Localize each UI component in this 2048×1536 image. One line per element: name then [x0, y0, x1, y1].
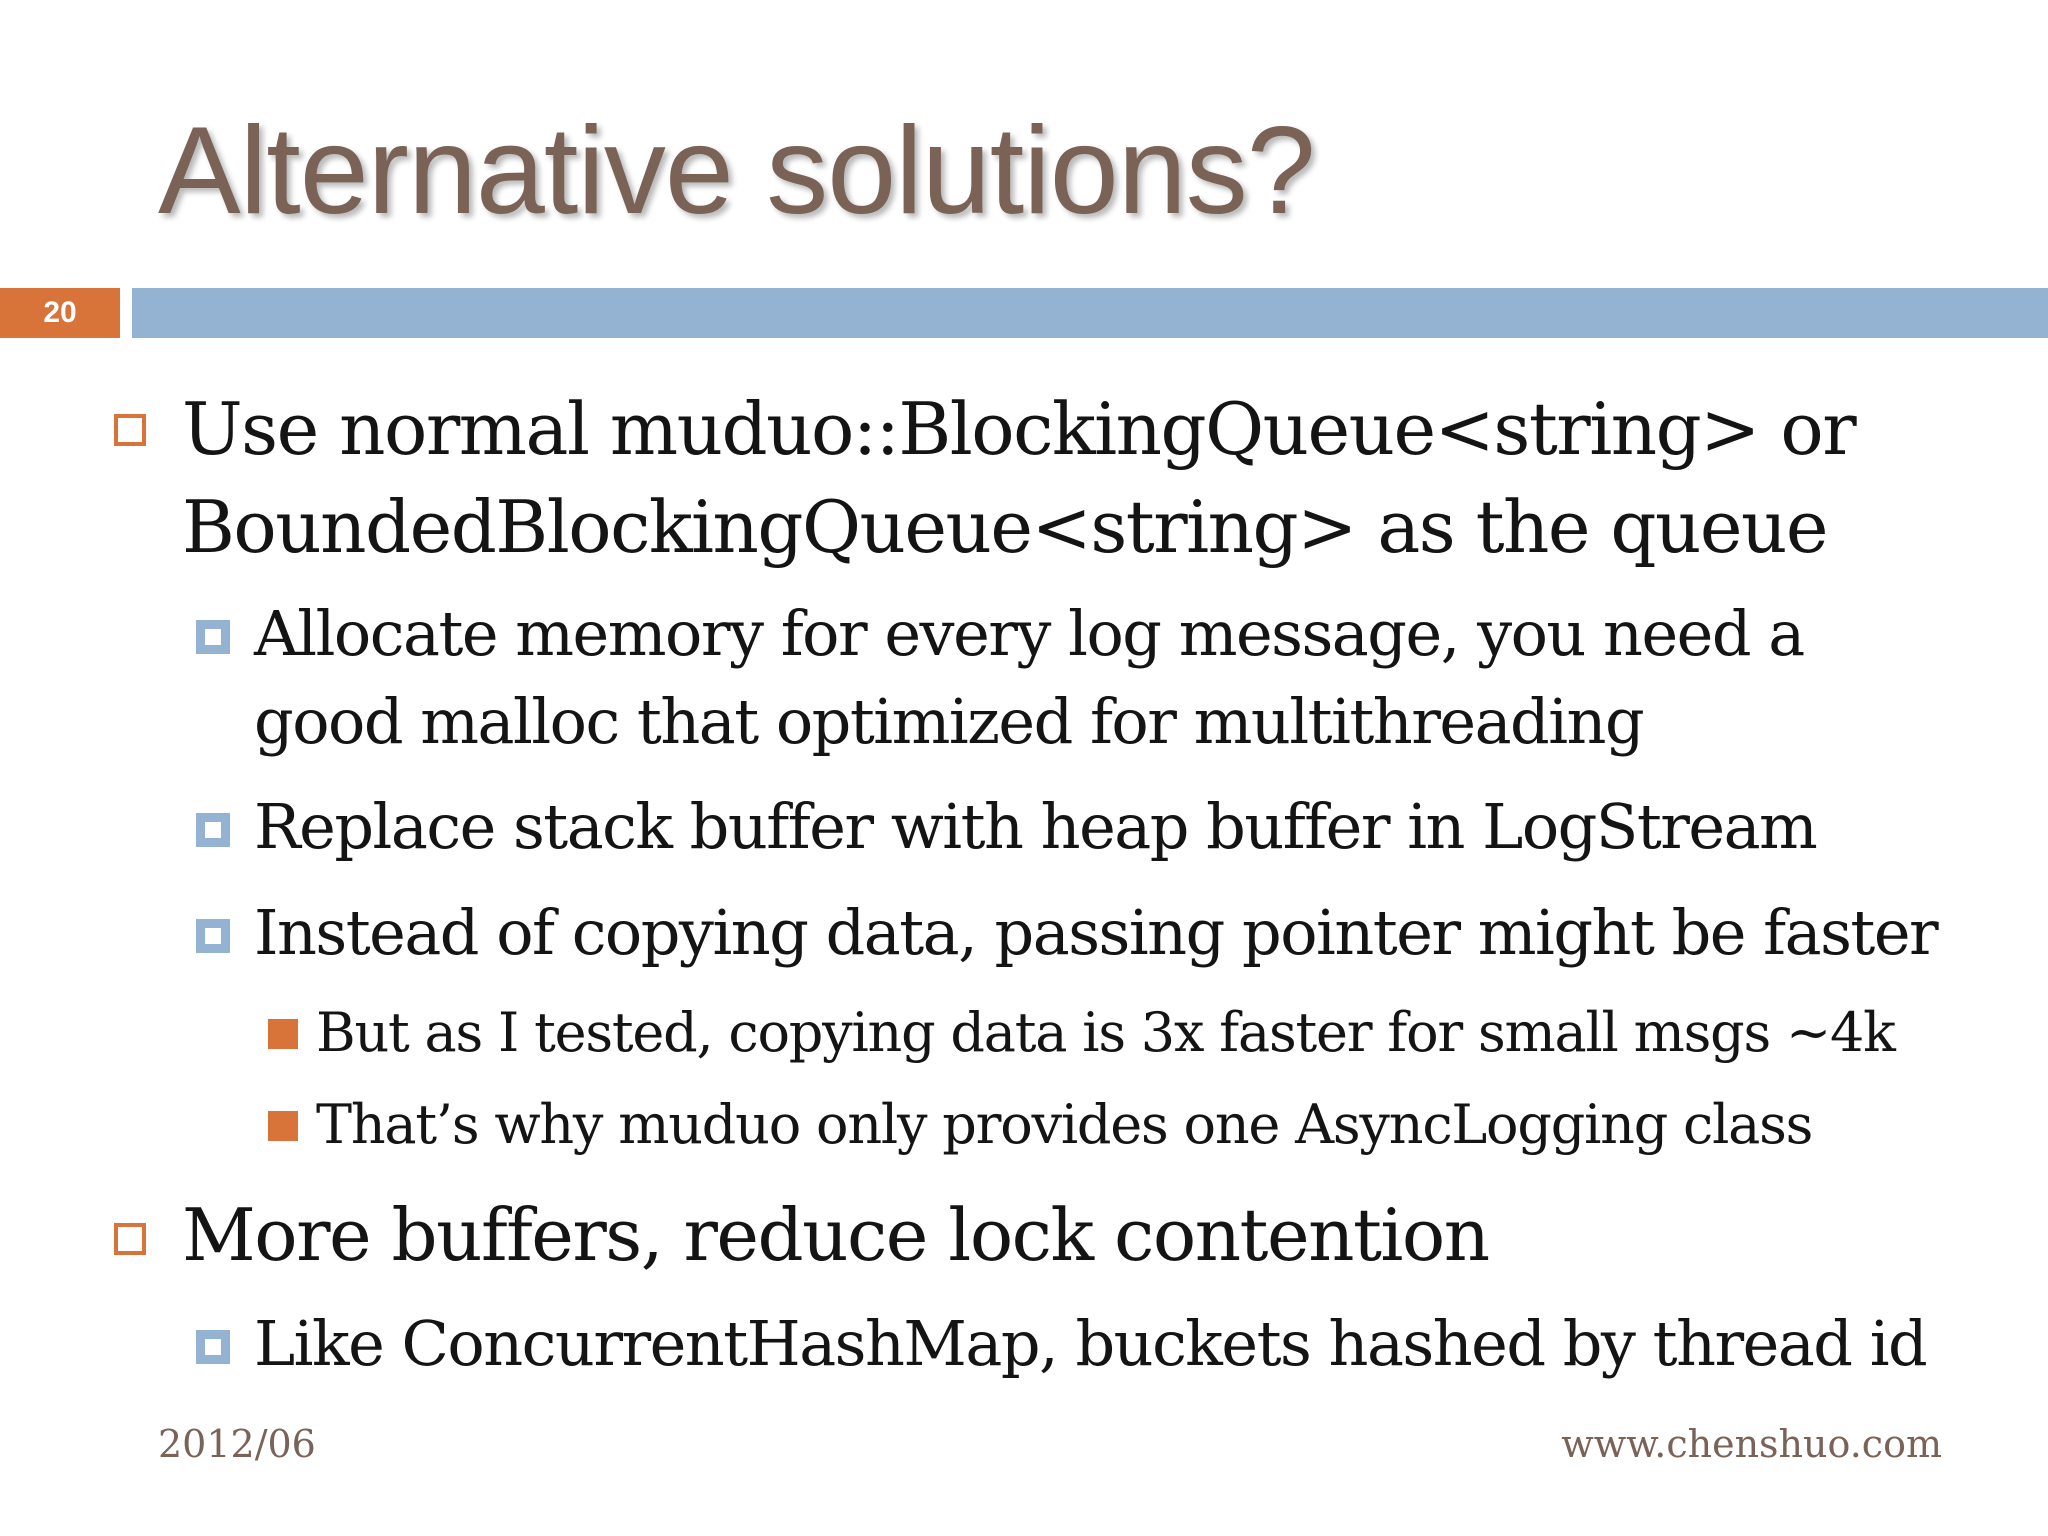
list-item-line: Like ConcurrentHashMap, buckets hashed by thread id [254, 1307, 1927, 1380]
slide-title: Alternative solutions? [158, 102, 1315, 240]
list-item-line: More buffers, reduce lock contention [182, 1193, 1489, 1277]
list-item-line: BoundedBlockingQueue<string> as the queue [182, 485, 1827, 569]
list-item-line: good malloc that optimized for multithreading [254, 685, 1644, 758]
framed-square-icon [196, 620, 230, 654]
list-item-0 [182, 380, 1855, 576]
list-item-line: Use normal muduo::BlockingQueue<string> or [182, 387, 1856, 471]
list-item-7 [254, 1300, 1926, 1388]
hollow-square-icon [114, 1223, 146, 1255]
filled-square-icon [268, 1019, 298, 1049]
list-item-line: Allocate memory for every log message, you need a [254, 597, 1804, 670]
footer-date: 2012/06 [158, 1422, 316, 1466]
framed-square-icon [196, 813, 230, 847]
footer-website: www.chenshuo.com [1561, 1422, 1942, 1466]
list-item-2 [254, 783, 1816, 871]
list-item-line: Instead of copying data, passing pointer might be faster [254, 896, 1938, 969]
framed-square-icon [196, 919, 230, 953]
filled-square-icon [268, 1111, 298, 1141]
list-item-4 [316, 987, 1895, 1079]
list-item-3 [254, 889, 1937, 977]
hollow-square-icon [114, 414, 146, 446]
list-item-line: But as I tested, copying data is 3x faster for small msgs ~4k [316, 1001, 1895, 1064]
page-number-badge: 20 [0, 288, 120, 338]
list-item-line: Replace stack buffer with heap buffer in LogStream [254, 790, 1817, 863]
framed-square-icon [196, 1330, 230, 1364]
list-item-6 [182, 1186, 1489, 1284]
list-item-5 [316, 1079, 1812, 1171]
list-item-line: That’s why muduo only provides one AsyncLogging class [316, 1093, 1813, 1156]
list-item-1 [254, 590, 1804, 766]
